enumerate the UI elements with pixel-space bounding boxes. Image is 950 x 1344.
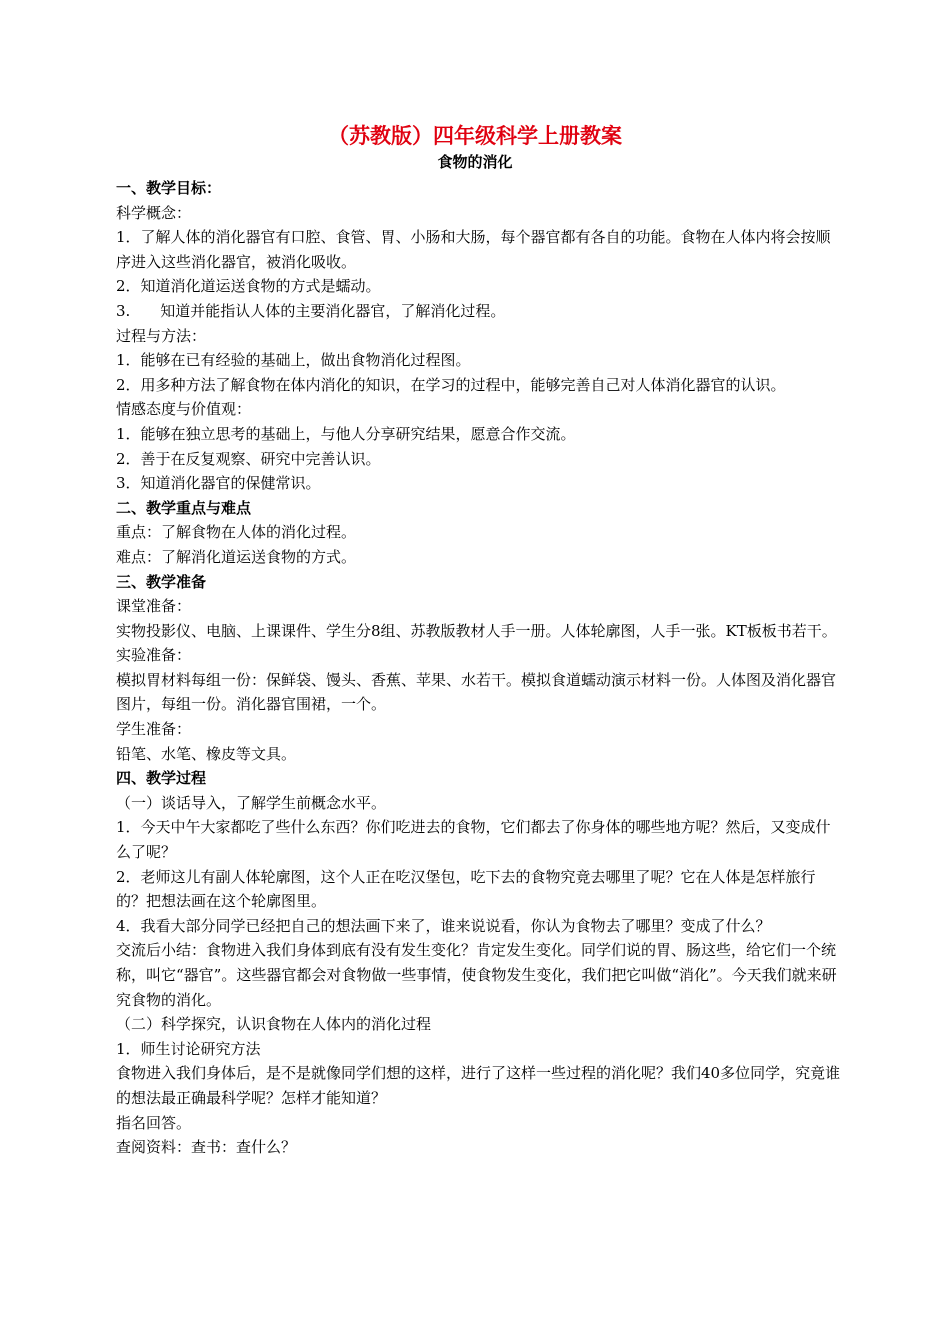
body-paragraph: 过程与方法： — [116, 326, 207, 345]
body-paragraph: （一）谈话导入，了解学生前概念水平。 — [116, 793, 387, 812]
body-paragraph: 1．能够在已有经验的基础上，做出食物消化过程图。 — [116, 351, 471, 370]
section-heading: 二、教学重点与难点 — [116, 498, 252, 517]
section-heading: 一、教学目标： — [116, 179, 222, 197]
body-paragraph: 交流后小结：食物进入我们身体到底有没有发生变化？肯定发生变化。同学们说的胃、肠这些，给它们一个统称，叫它“器官”。这些器官都会对食物做一些事情，使食物发生变化，我们把它叫做“消化”。今天我们就来研究食物的消化。 — [116, 941, 837, 1009]
body-paragraph: 2．知道消化道运送食物的方式是蠕动。 — [116, 277, 381, 296]
document-subtitle: 食物的消化 — [437, 153, 513, 171]
body-paragraph: 实验准备： — [116, 646, 192, 665]
body-paragraph: 1．今天中午大家都吃了些什么东西？你们吃进去的食物，它们都去了你身体的哪些地方呢？然后，又变成什么了呢？ — [116, 818, 831, 862]
body-paragraph: 2．用多种方法了解食物在体内消化的知识，在学习的过程中，能够完善自己对人体消化器官的认识。 — [116, 375, 786, 394]
body-paragraph: 难点：了解消化道运送食物的方式。 — [116, 547, 357, 566]
body-paragraph: 1．师生讨论研究方法 — [116, 1039, 261, 1058]
body-paragraph: 3. 知道并能指认人体的主要消化器官，了解消化过程。 — [116, 301, 506, 320]
body-paragraph: 3．知道消化器官的保健常识。 — [116, 474, 321, 493]
body-paragraph: 课堂准备： — [116, 597, 192, 616]
body-paragraph: 指名回答。 — [116, 1113, 192, 1132]
body-paragraph: 查阅资料：查书：查什么？ — [116, 1138, 297, 1157]
body-paragraph: 科学概念： — [116, 203, 192, 222]
body-paragraph: 4．我看大部分同学已经把自己的想法画下来了，谁来说说看，你认为食物去了哪里？变成了什么？ — [116, 916, 771, 935]
section-heading: 三、教学准备 — [116, 572, 207, 591]
document-body — [116, 176, 842, 1160]
body-paragraph: 食物进入我们身体后，是不是就像同学们想的这样，进行了这样一些过程的消化呢？我们40多位同学，究竟谁的想法最正确最科学呢？怎样才能知道？ — [116, 1064, 841, 1107]
body-paragraph: 2．老师这儿有副人体轮廓图，这个人正在吃汉堡包，吃下去的食物究竟去哪里了呢？它在人体是怎样旅行的？把想法画在这个轮廓图里。 — [116, 867, 816, 911]
document-title: （苏教版）四年级科学上册教案 — [328, 123, 622, 148]
body-paragraph: 情感态度与价值观： — [116, 400, 252, 419]
body-paragraph: 学生准备： — [116, 720, 192, 739]
body-paragraph: 实物投影仪、电脑、上课课件、学生分8组、苏教版教材人手一册。人体轮廓图，人手一张。KT板板书若干。 — [116, 621, 837, 640]
body-paragraph: 1．了解人体的消化器官有口腔、食管、胃、小肠和大肠，每个器官都有各自的功能。食物在人体内将会按顺序进入这些消化器官，被消化吸收。 — [116, 228, 831, 271]
body-paragraph: 2．善于在反复观察、研究中完善认识。 — [116, 449, 381, 468]
body-paragraph: 模拟胃材料每组一份：保鲜袋、馒头、香蕉、苹果、水若干。模拟食道蠕动演示材料一份。人体图及消化器官图片，每组一份。消化器官围裙，一个。 — [116, 670, 837, 714]
body-paragraph: 铅笔、水笔、橡皮等文具。 — [116, 744, 297, 763]
section-heading: 四、教学过程 — [116, 769, 207, 788]
body-paragraph: 重点：了解食物在人体的消化过程。 — [116, 523, 357, 542]
body-paragraph: 1．能够在独立思考的基础上，与他人分享研究结果，愿意合作交流。 — [116, 424, 576, 443]
body-paragraph: （二）科学探究，认识食物在人体内的消化过程 — [116, 1015, 432, 1034]
